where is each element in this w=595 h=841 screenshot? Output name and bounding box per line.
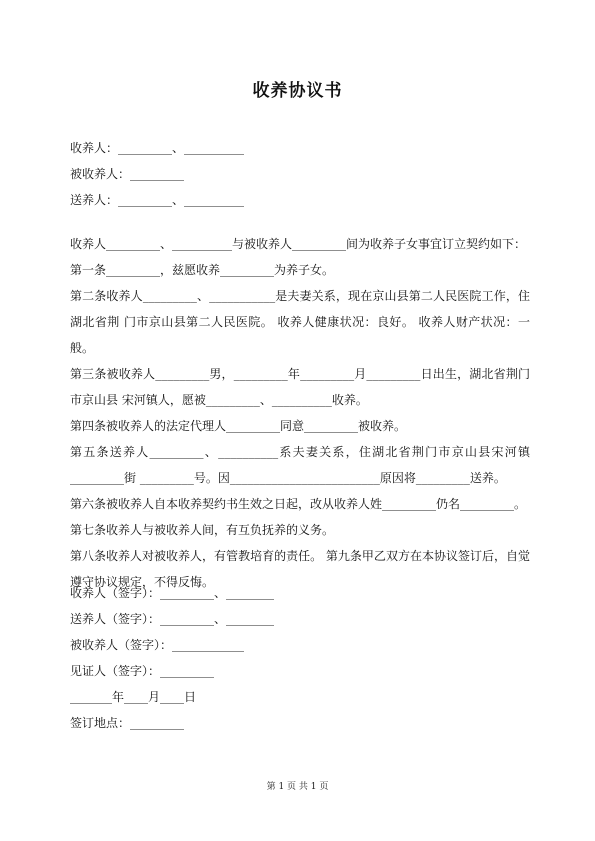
agreement-articles <box>70 231 530 595</box>
article-8-9: 第八条收养人对被收养人，有管教培育的责任。 第九条甲乙双方在本协议签订后，自觉遵守协议规定，不得反悔。 <box>70 549 530 589</box>
page-number: 第 1 页 共 1 页 <box>266 782 329 792</box>
witness-signature: 见证人（签字）：_________ <box>70 664 215 678</box>
article-2: 第二条收养人_________、___________是夫妻关系，现在京山县第二人民医院工作，住湖北省荆 门市京山县第二人民医院。 收养人健康状况：良好。 收养人财产状况：一般。 <box>70 289 530 355</box>
preamble: 收养人_________、__________与被收养人_________间为收养子女事宜订立契约如下： <box>70 237 527 251</box>
article-4: 第四条被收养人的法定代理人_________同意_________被收养。 <box>70 419 407 433</box>
article-5: 第五条送养人_________、__________系夫妻关系，住湖北省荆门市京山县宋河镇_________街 _________号。因_________________________原因将_________送养。 <box>70 445 530 485</box>
relinquisher-signature: 送养人（签字）：_________、________ <box>70 612 275 626</box>
adoptee-signature: 被收养人（签字）：____________ <box>70 638 245 652</box>
adopter-signature: 收养人（签字）：_________、________ <box>70 586 275 600</box>
party-fields <box>70 135 530 213</box>
document-title: 收养协议书 <box>252 81 343 101</box>
signing-date: _______年____月____日 <box>70 690 197 704</box>
article-1: 第一条_________，兹愿收养_________为养子女。 <box>70 263 335 277</box>
signing-location: 签订地点：_________ <box>70 716 185 730</box>
adopter-field: 收养人：_________、__________ <box>70 141 245 155</box>
article-7: 第七条收养人与被收养人间，有互负抚养的义务。 <box>70 523 335 537</box>
relinquisher-field: 送养人：_________、__________ <box>70 193 245 207</box>
article-6: 第六条被收养人自本收养契约书生效之日起，改从收养人姓_________仍名_________。 <box>70 497 527 511</box>
adoptee-field: 被收养人：_________ <box>70 167 185 181</box>
article-3: 第三条被收养人_________男，_________年_________月_________日出生，湖北省荆门市京山县 宋河镇人，愿被_________、__________收养。 <box>70 367 530 407</box>
signature-section <box>70 580 530 736</box>
